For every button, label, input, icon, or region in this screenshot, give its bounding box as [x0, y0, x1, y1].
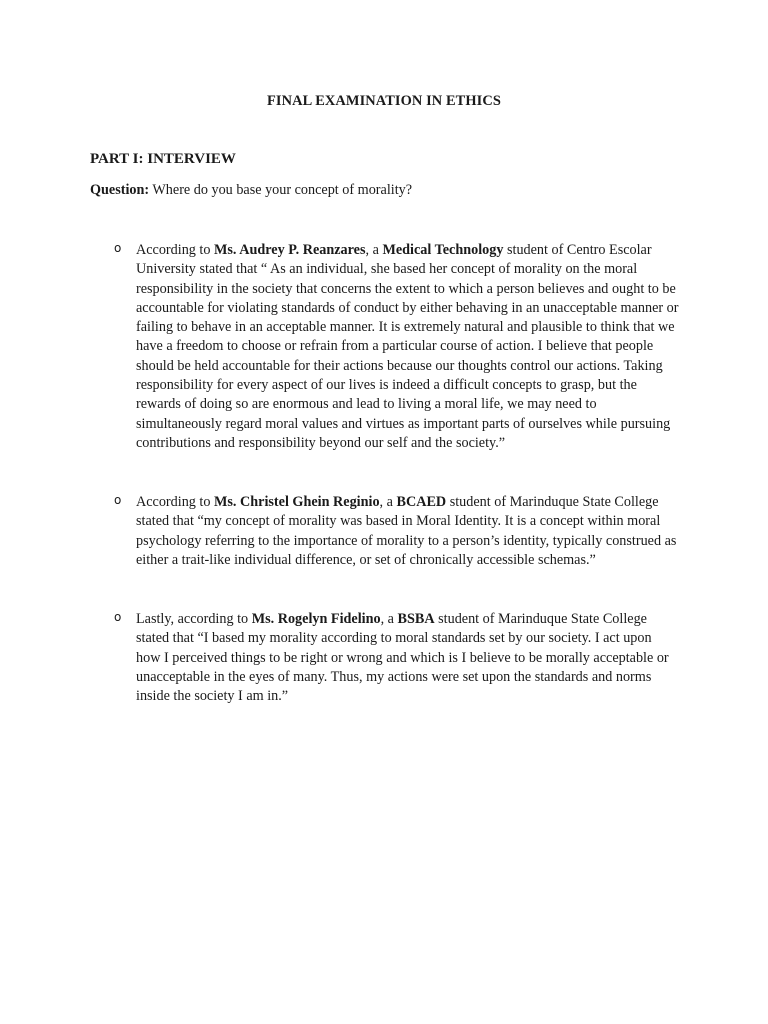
- bullet-icon: o: [114, 493, 122, 507]
- question-text: Where do you base your concept of morality?: [149, 182, 413, 198]
- response-intro: Lastly, according to: [136, 611, 252, 627]
- bullet-icon: o: [114, 610, 122, 624]
- bullet-icon: o: [114, 241, 122, 255]
- respondent-name: Ms. Rogelyn Fidelino: [251, 611, 381, 627]
- question-line: [90, 182, 412, 199]
- response-sep: , a: [379, 494, 397, 510]
- document-title: FINAL EXAMINATION IN ETHICS: [267, 93, 501, 109]
- response-sep: , a: [380, 611, 398, 627]
- respondent-name: Ms. Christel Ghein Reginio: [214, 494, 380, 510]
- respondent-course: Medical Technology: [382, 242, 504, 258]
- response-text: [136, 241, 679, 453]
- response-text: [136, 493, 679, 570]
- response-intro: According to: [136, 494, 215, 510]
- response-item-1: [114, 241, 679, 453]
- respondent-course: BCAED: [396, 494, 447, 510]
- response-text: [136, 610, 679, 706]
- respondent-course: BSBA: [397, 611, 435, 627]
- question-label: Question:: [90, 182, 150, 198]
- response-item-2: [114, 493, 679, 570]
- part-heading: PART I: INTERVIEW: [90, 151, 236, 167]
- response-body: student of Marinduque State College stated that “my concept of morality was based in Moral Identity. It is a concept within moral psychology referring to the importance of morality to a person’s identity, typically construed as either a trait-like individual difference, or set of chronically accessible schemas.”: [136, 494, 677, 568]
- response-intro: According to: [136, 242, 215, 258]
- respondent-name: Ms. Audrey P. Reanzares: [214, 242, 366, 258]
- response-body: student of Marinduque State College stated that “I based my morality according to moral standards set by our society. I act upon how I perceived things to be right or wrong and which is I believe to be morally acceptable or unacceptable in the eyes of many. Thus, my actions were set upon the standards and norms inside the society I am in.”: [136, 611, 669, 705]
- response-body: student of Centro Escolar University stated that “ As an individual, she based her concept of morality on the moral responsibility in the society that concerns the extent to which a person believes and ought to be accountable for violating standards of conduct by either behaving in an unacceptable manner or failing to behave in an acceptable manner. It is extremely natural and plausible to think that we have a freedom to choose or refrain from a particular course of action. I believe that people should be held accountable for their actions because our thoughts control our actions. Taking responsibility for every aspect of our lives is indeed a difficult concepts to grasp, but the rewards of doing so are enormous and lead to living a moral life, we may need to simultaneously regard moral values and virtues as important parts of ourselves while pursuing contributions and responsibility beyond our self and the society.”: [136, 242, 679, 451]
- response-item-3: [114, 610, 679, 706]
- response-sep: , a: [365, 242, 383, 258]
